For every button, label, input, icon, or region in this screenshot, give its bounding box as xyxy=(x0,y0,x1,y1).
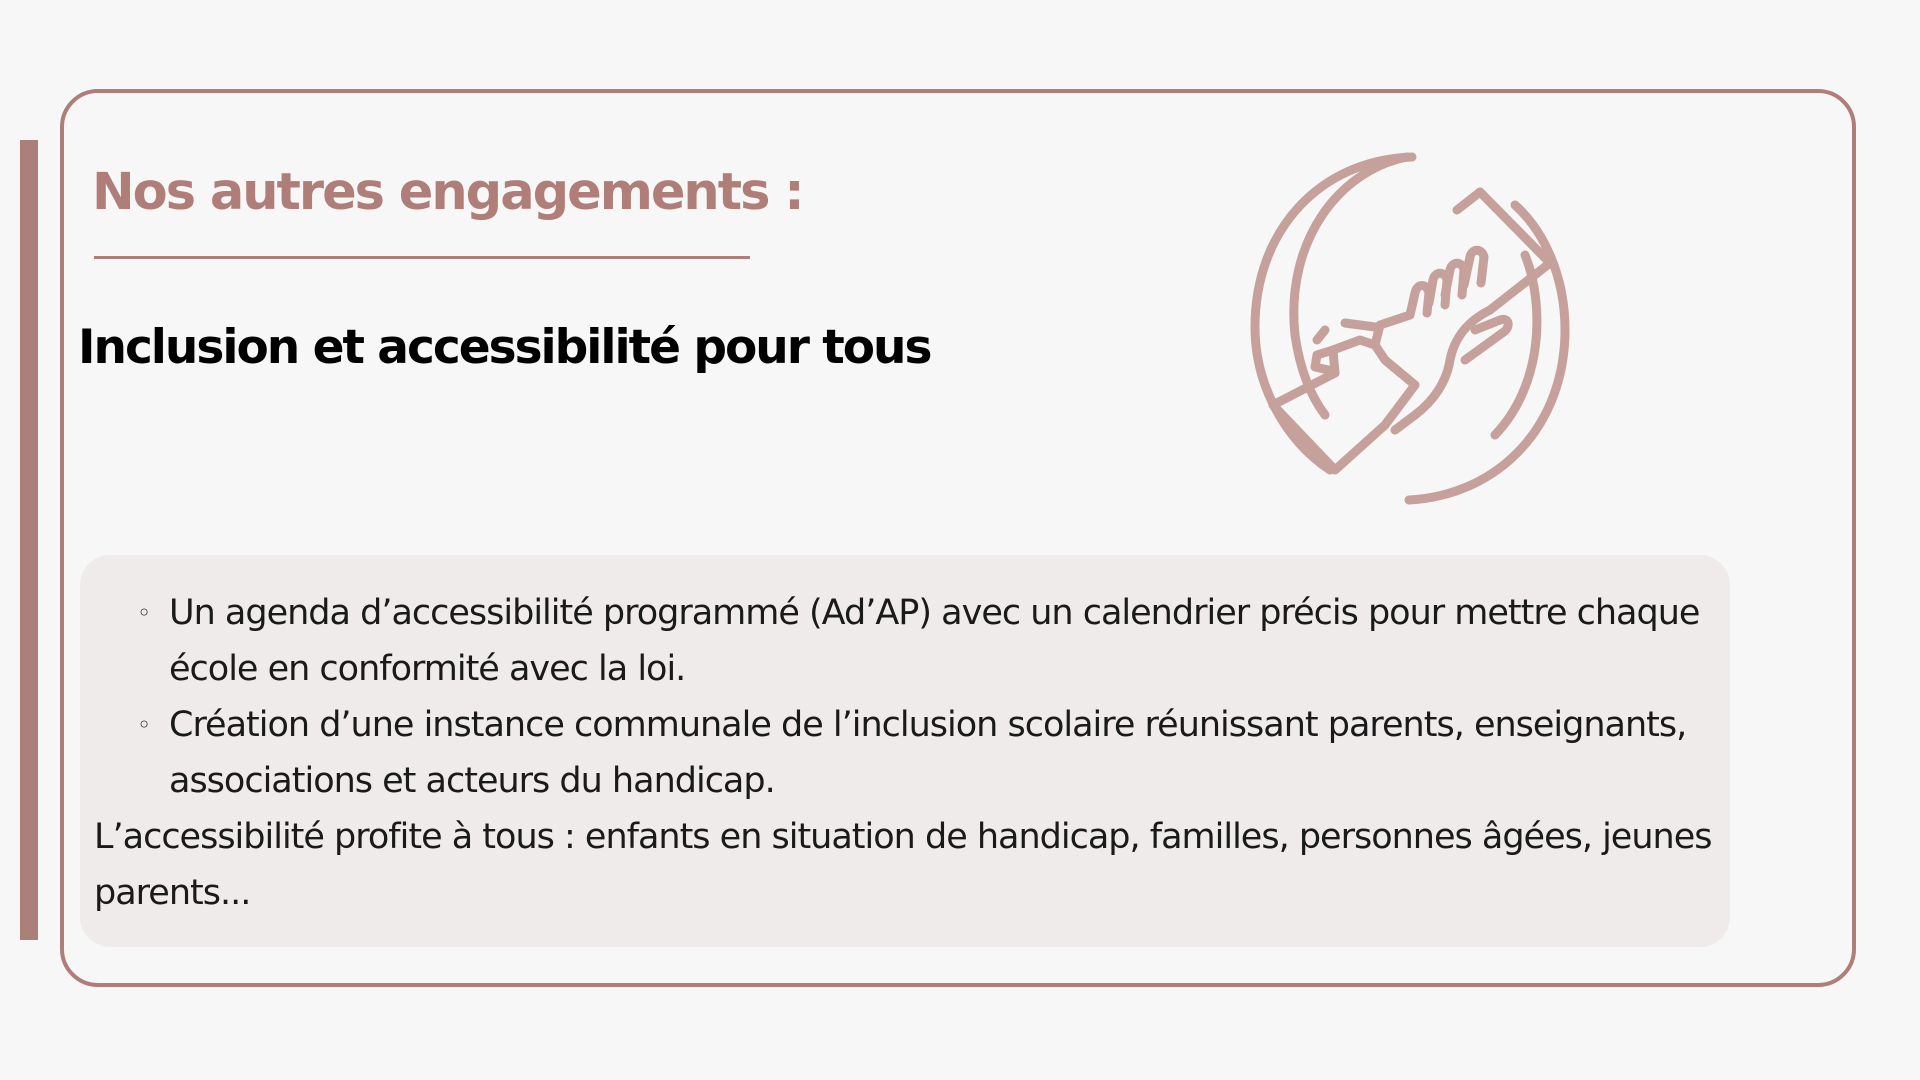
list-item-text: Un agenda d’accessibilité programmé (Ad’AP) avec un calendrier précis pour mettre chaque école en conformité avec la loi. xyxy=(169,593,1700,689)
commitments-list xyxy=(94,585,1720,809)
handshake-circle-icon xyxy=(1225,145,1595,515)
list-item xyxy=(137,585,1720,697)
title-underline xyxy=(94,256,750,259)
list-item-text: Création d’une instance communale de l’inclusion scolaire réunissant parents, enseignants, associations et acteurs du handicap. xyxy=(169,705,1687,801)
list-item xyxy=(137,697,1720,809)
bullet-marker: ◦ xyxy=(137,599,151,627)
subtitle: Inclusion et accessibilité pour tous xyxy=(78,320,931,375)
closing-statement: L’accessibilité profite à tous : enfants en situation de handicap, familles, personnes âgées, jeunes parents... xyxy=(94,817,1712,913)
section-title: Nos autres engagements : xyxy=(92,163,803,222)
content-box xyxy=(80,555,1730,947)
left-accent-bar xyxy=(20,140,38,940)
bullet-marker: ◦ xyxy=(137,711,151,739)
